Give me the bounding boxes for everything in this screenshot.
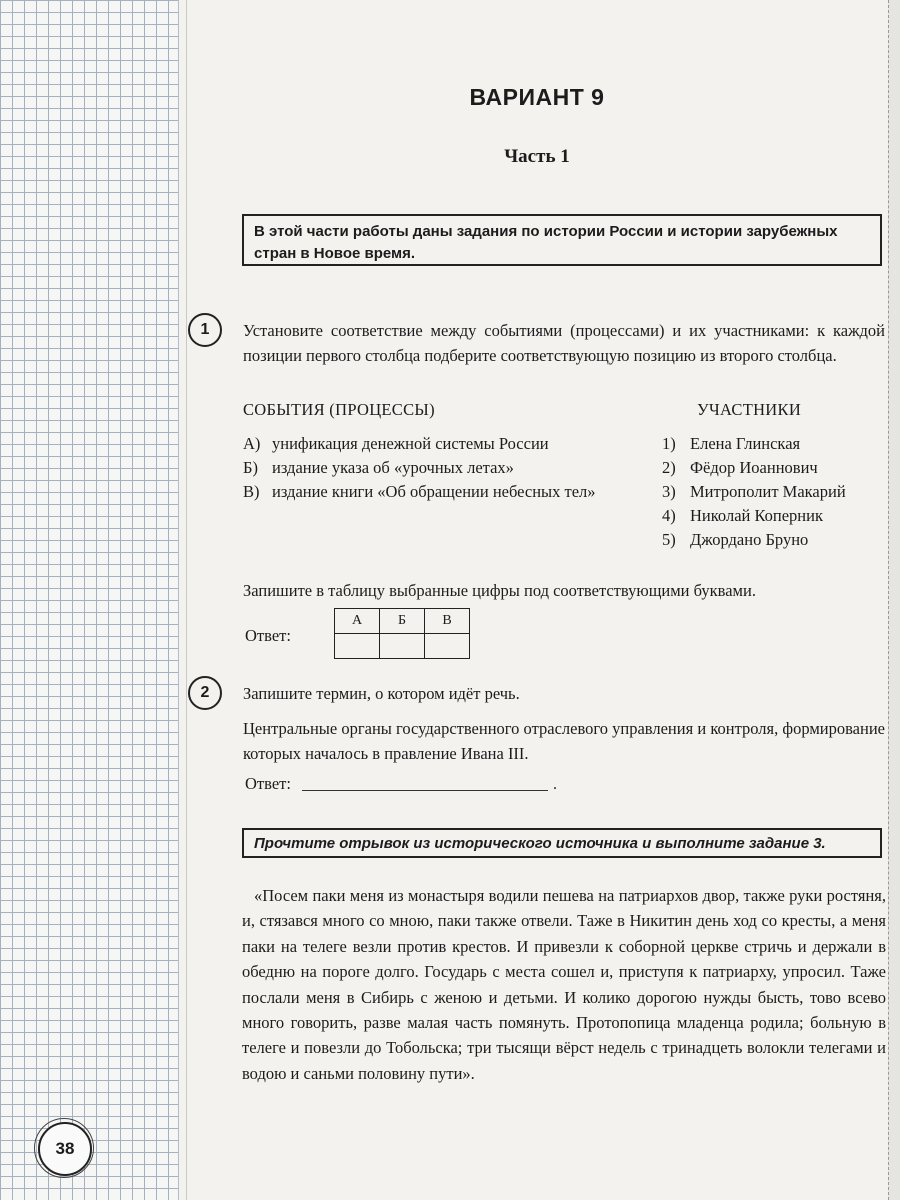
participant-number: 5) — [662, 530, 676, 549]
page-fold-edge — [888, 0, 900, 1200]
source-instruction-box: Прочтите отрывок из исторического источника и выполните задание 3. — [242, 828, 882, 858]
events-header: СОБЫТИЯ (ПРОЦЕССЫ) — [243, 400, 435, 419]
answer-header-a: А — [335, 609, 380, 634]
participant-name: Николай Коперник — [690, 506, 823, 525]
part-title: Часть 1 — [504, 146, 570, 167]
answer-cell-a[interactable] — [335, 634, 380, 659]
intro-box: В этой части работы даны задания по истории России и истории зарубежных стран в Новое время. — [242, 214, 882, 266]
answer-table — [334, 608, 470, 659]
graph-paper-margin — [0, 0, 179, 1200]
task-2-prompt: Запишите термин, о котором идёт речь. — [243, 684, 520, 703]
task-2-number: 2 — [188, 676, 222, 710]
answer-cell-v[interactable] — [425, 634, 470, 659]
participant-name: Джордано Бруно — [690, 530, 809, 549]
answer-header-v: В — [425, 609, 470, 634]
answer-header-b: Б — [380, 609, 425, 634]
participant-name: Фёдор Иоаннович — [690, 458, 818, 477]
participants-header: УЧАСТНИКИ — [697, 400, 802, 419]
answer-period: . — [553, 776, 557, 793]
answer-line[interactable] — [302, 790, 548, 791]
event-letter: В) — [243, 482, 260, 501]
participant-number: 3) — [662, 482, 676, 501]
answer-cell-b[interactable] — [380, 634, 425, 659]
event-letter: Б) — [243, 458, 258, 477]
answer-label: Ответ: — [245, 626, 291, 645]
event-text: издание указа об «урочных летах» — [272, 458, 514, 477]
task-1-number: 1 — [188, 313, 222, 347]
event-letter: А) — [243, 434, 261, 453]
task-1-prompt: Установите соответствие между событиями (процессами) и их участниками: к каждой позиции первого столбца подберите соответствующую позицию из второго столбца. — [243, 321, 885, 365]
margin-divider — [186, 0, 187, 1200]
task-2-description: Центральные органы государственного отраслевого управления и контроля, формирование которых началось в правление Ивана III. — [243, 719, 885, 763]
answer-label: Ответ: — [245, 774, 291, 793]
participant-number: 2) — [662, 458, 676, 477]
participant-name: Митрополит Макарий — [690, 482, 846, 501]
participant-name: Елена Глинская — [690, 434, 801, 453]
variant-title: ВАРИАНТ 9 — [469, 84, 605, 110]
source-quote: «Посем паки меня из монастыря водили пешева на патриархов двор, также руки ростяня, и, стязався много со мною, паки также отвели. Таже в Никитин день ход со кресты, а меня паки на телеге везли против крестов. И привезли к соборной церкве стричь и держали в обедню на пороге долго. Государь с места сошел и, приступя к патриарху, упросил. Таже послали меня в Сибирь с женою и детьми. И колико дорогою нужды бысть, тово всево много говорить, разве малая часть помянуть. Протопопица младенца родила; больную в телеге и повезли до Тобольска; три тысящи вёрст недель с тринадцеть волокли телегами и водою и саньми половину пути». — [242, 886, 886, 1083]
event-text: издание книги «Об обращении небесных тел» — [272, 482, 596, 501]
participant-number: 1) — [662, 434, 676, 453]
task-1-instruction: Запишите в таблицу выбранные цифры под соответствующими буквами. — [243, 581, 756, 600]
page-number: 38 — [38, 1122, 92, 1176]
participant-number: 4) — [662, 506, 676, 525]
event-text: унификация денежной системы России — [272, 434, 549, 453]
